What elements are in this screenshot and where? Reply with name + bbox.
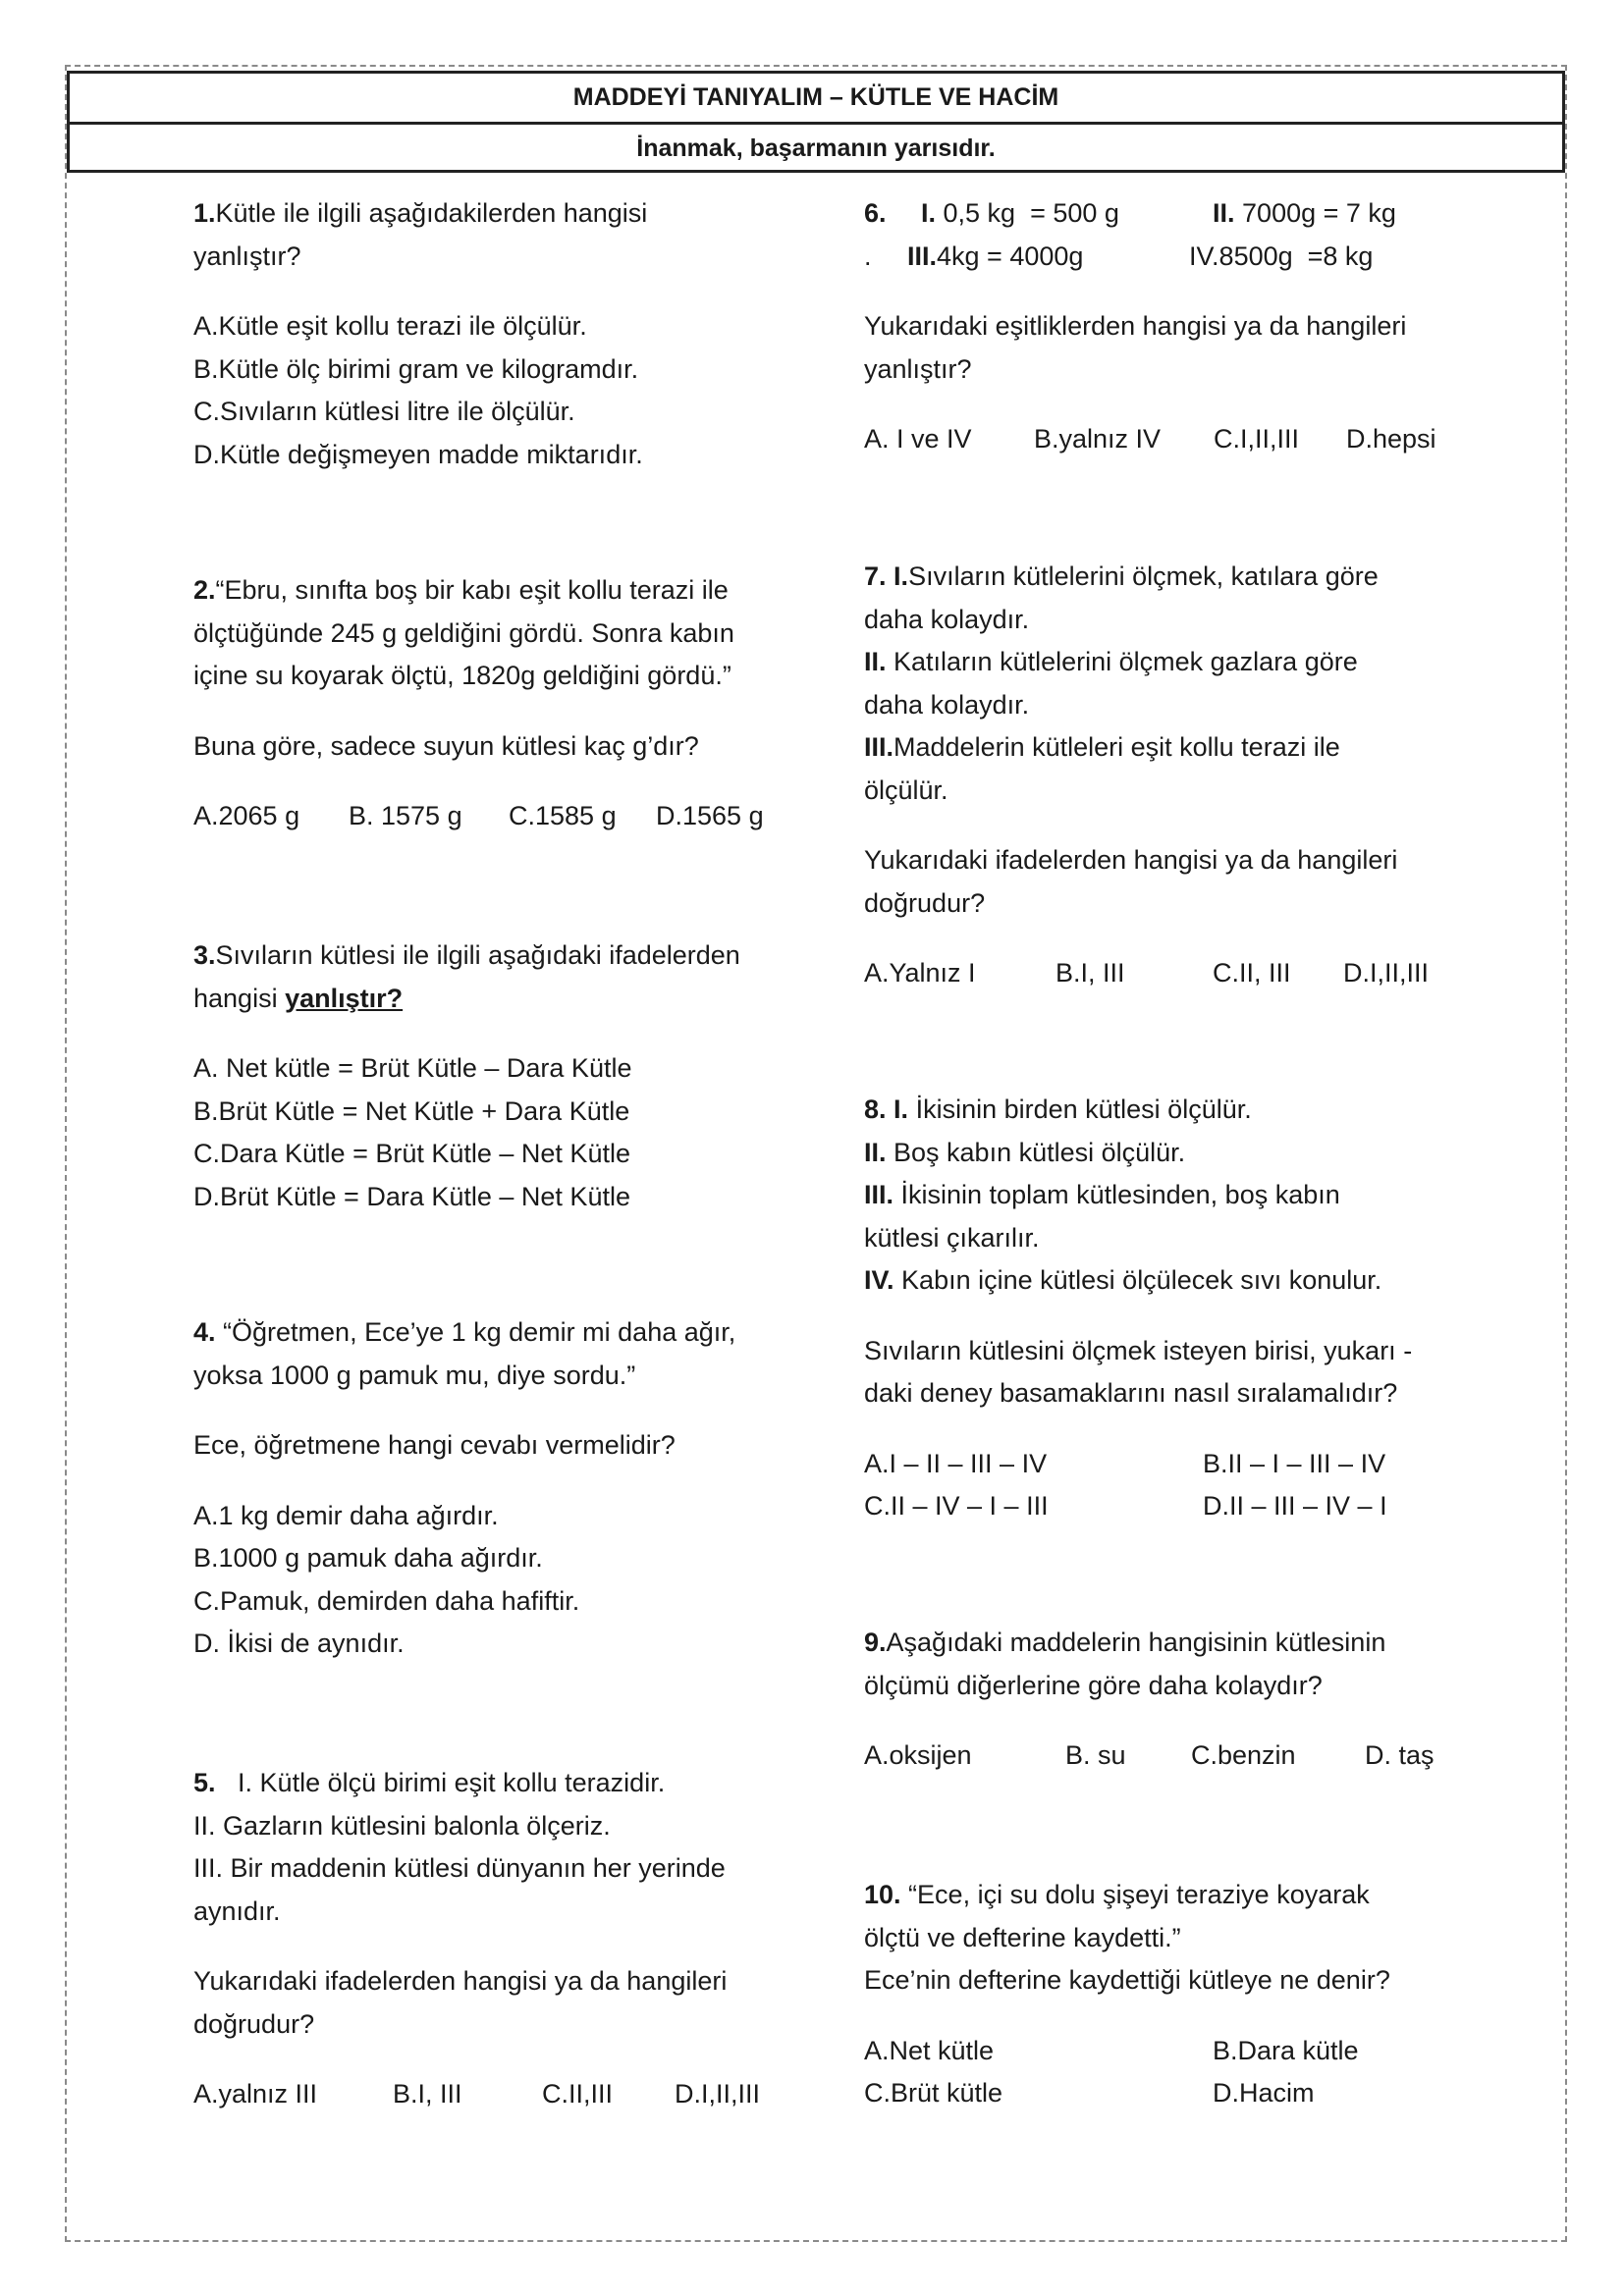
question-5 [193, 1762, 783, 2116]
statement-3: III. Bir maddenin kütlesi dünyanın her yerinde [193, 1853, 726, 1883]
question-number: 3. [193, 940, 216, 970]
question-prompt: doğrudur? [193, 2008, 315, 2039]
option-d[interactable]: D.hepsi [1346, 424, 1436, 454]
question-number: 5. [193, 1768, 216, 1797]
statement-label: I. [893, 1095, 909, 1124]
option-d[interactable]: D. İkisi de aynıdır. [193, 1629, 405, 1658]
question-2 [193, 569, 783, 838]
question-stem: ölçtüğünde 245 g geldiğini gördü. Sonra kabın [193, 617, 734, 648]
option-d[interactable]: D.Brüt Kütle = Dara Kütle – Net Kütle [193, 1181, 630, 1211]
option-a[interactable]: A.Net kütle [864, 2035, 995, 2065]
options-row [864, 1735, 1453, 1778]
option-a[interactable]: A.oksijen [864, 1740, 972, 1770]
question-3 [193, 934, 783, 1218]
worksheet-title: MADDEYİ TANIYALIM – KÜTLE VE HACİM [70, 74, 1562, 125]
question-prompt: yanlıştır? [864, 353, 972, 384]
question-number: 6. [864, 198, 887, 228]
question-number: 4. [193, 1317, 216, 1347]
statement-1: 0,5 kg = 500 g [936, 198, 1119, 228]
question-number: 10. [864, 1880, 901, 1909]
option-b[interactable]: B.I, III [393, 2079, 462, 2109]
option-d[interactable]: D.I,II,III [1343, 958, 1430, 988]
option-c[interactable]: C.Brüt kütle [864, 2078, 1003, 2108]
statement-2: II. Gazların kütlesini balonla ölçeriz. [193, 1810, 611, 1841]
question-prompt: Yukarıdaki ifadelerden hangisi ya da hangileri [864, 845, 1398, 875]
option-b[interactable]: B.yalnız IV [1034, 424, 1162, 454]
question-stem: Sıvıların kütlesi ile ilgili aşağıdaki ifadelerden [215, 940, 740, 970]
statement-3: ölçülür. [864, 774, 948, 805]
options-grid [864, 2030, 1453, 2115]
statement-1: Sıvıların kütlelerini ölçmek, katılara göre [908, 561, 1379, 591]
option-d[interactable]: D.Kütle değişmeyen madde miktarıdır. [193, 439, 643, 469]
statement-label: IV. [864, 1265, 894, 1295]
dot: . [864, 240, 872, 271]
question-stem: Aşağıdaki maddelerin hangisinin kütlesinin [886, 1628, 1386, 1657]
question-prompt: Yukarıdaki ifadelerden hangisi ya da hangileri [193, 1966, 728, 1996]
option-d[interactable]: D.II – III – IV – I [1203, 1491, 1387, 1521]
question-stem: ölçümü diğerlerine göre daha kolaydır? [864, 1670, 1323, 1700]
question-stem: yoksa 1000 g pamuk mu, diye sordu.” [193, 1360, 636, 1390]
question-stem: “Öğretmen, Ece’ye 1 kg demir mi daha ağır, [215, 1317, 736, 1347]
question-prompt: Buna göre, sadece suyun kütlesi kaç g’dır? [193, 730, 699, 761]
question-prompt: doğrudur? [864, 887, 986, 918]
option-b[interactable]: B.I, III [1056, 958, 1125, 988]
statement-1: İkisinin birden kütlesi ölçülür. [908, 1095, 1252, 1124]
statement-2: Boş kabın kütlesi ölçülür. [886, 1137, 1186, 1167]
question-9 [864, 1622, 1453, 1778]
option-c[interactable]: C.II,III [542, 2079, 614, 2109]
options-row [193, 2073, 783, 2116]
option-b[interactable]: B.II – I – III – IV [1203, 1448, 1386, 1478]
statement-3: 4kg = 4000g [937, 240, 1084, 271]
option-c[interactable]: C.Pamuk, demirden daha hafiftir. [193, 1585, 580, 1616]
option-d[interactable]: D.1565 g [656, 801, 764, 830]
question-stem: yanlıştır? [193, 240, 301, 271]
option-a[interactable]: A.yalnız III [193, 2079, 318, 2109]
question-stem: ölçtü ve defterine kaydetti.” [864, 1922, 1181, 1952]
question-stem: “Ebru, sınıfta boş bir kabı eşit kollu terazi ile [215, 575, 729, 605]
question-number: 9. [864, 1628, 887, 1657]
option-d[interactable]: D.Hacim [1213, 2078, 1315, 2108]
statement-label: III. [907, 240, 938, 271]
statement-1: daha kolaydır. [864, 604, 1030, 634]
statement-label: I. [893, 561, 909, 591]
statement-2: 7000g = 7 kg [1234, 198, 1396, 228]
statement-3: İkisinin toplam kütlesinden, boş kabın [893, 1180, 1340, 1209]
option-c[interactable]: C.II – IV – I – III [864, 1491, 1049, 1521]
statement-1: I. Kütle ölçü birimi eşit kollu terazidir. [215, 1768, 666, 1797]
question-prompt: Yukarıdaki eşitliklerden hangisi ya da hangileri [864, 311, 1407, 341]
option-a[interactable]: A.Yalnız I [864, 958, 976, 988]
question-prompt: Sıvıların kütlesini ölçmek isteyen birisi, yukarı - [864, 1335, 1413, 1365]
question-stem: Kütle ile ilgili aşağıdakilerden hangisi [215, 198, 648, 228]
option-b[interactable]: B. 1575 g [349, 801, 462, 830]
option-b[interactable]: B.Dara kütle [1213, 2035, 1359, 2065]
statement-3: Maddelerin kütleleri eşit kollu terazi ile [893, 732, 1340, 762]
question-stem: içine su koyarak ölçtü, 1820g geldiğini gördü.” [193, 661, 731, 690]
statement-label: II. [864, 647, 887, 676]
option-c[interactable]: C.Dara Kütle = Brüt Kütle – Net Kütle [193, 1139, 630, 1168]
option-c[interactable]: C.I,II,III [1214, 424, 1300, 454]
statement-3: kütlesi çıkarılır. [864, 1222, 1040, 1253]
option-b[interactable]: B.Kütle ölç birimi gram ve kilogramdır. [193, 353, 639, 384]
options-grid [864, 1443, 1453, 1528]
options-row [193, 795, 783, 838]
question-prompt: Ece, öğretmene hangi cevabı vermelidir? [193, 1430, 676, 1460]
option-a[interactable]: A.2065 g [193, 801, 300, 830]
question-stem: hangisi [193, 983, 286, 1013]
statement-3: aynıdır. [193, 1896, 281, 1926]
option-a[interactable]: A. I ve IV [864, 424, 972, 454]
statement-label: III. [864, 732, 894, 762]
question-number: 7. [864, 561, 887, 591]
statement-label: III. [864, 1180, 894, 1209]
option-a[interactable]: A. Net kütle = Brüt Kütle – Dara Kütle [193, 1053, 632, 1083]
option-c[interactable]: C.benzin [1191, 1740, 1296, 1770]
question-number: 2. [193, 575, 216, 605]
question-prompt: Ece’nin defterine kaydettiği kütleye ne denir? [864, 1965, 1390, 1995]
statement-label: II. [1213, 198, 1235, 228]
worksheet-motto: İnanmak, başarmanın yarısıdır. [636, 134, 996, 162]
statement-2: Katıların kütlelerini ölçmek gazlara göre [886, 647, 1358, 676]
question-7 [864, 556, 1453, 995]
question-emphasis: yanlıştır? [285, 983, 404, 1013]
question-6 [864, 192, 1453, 461]
statement-4: Kabın içine kütlesi ölçülecek sıvı konulur. [893, 1265, 1382, 1295]
options-row [864, 418, 1453, 461]
option-a[interactable]: A.Kütle eşit kollu terazi ile ölçülür. [193, 311, 587, 341]
question-1 [193, 192, 783, 476]
option-b[interactable]: B. su [1065, 1740, 1126, 1770]
question-number: 1. [193, 198, 216, 228]
question-4 [193, 1311, 783, 1666]
option-a[interactable]: A.1 kg demir daha ağırdır. [193, 1500, 499, 1530]
question-number: 8. [864, 1095, 887, 1124]
question-stem: “Ece, içi su dolu şişeyi teraziye koyarak [900, 1880, 1370, 1909]
option-d[interactable]: D. taş [1365, 1740, 1435, 1770]
option-b[interactable]: B.Brüt Kütle = Net Kütle + Dara Kütle [193, 1095, 630, 1126]
option-a[interactable]: A.I – II – III – IV [864, 1448, 1048, 1478]
statement-label: I. [921, 198, 937, 228]
options-row [864, 952, 1453, 995]
question-10 [864, 1874, 1453, 2115]
option-c[interactable]: C.Sıvıların kütlesi litre ile ölçülür. [193, 397, 575, 426]
statement-4: IV.8500g =8 kg [1189, 240, 1374, 271]
option-d[interactable]: D.I,II,III [675, 2079, 761, 2109]
option-c[interactable]: C.1585 g [509, 801, 617, 830]
statement-label: II. [864, 1137, 887, 1167]
question-prompt: daki deney basamaklarını nasıl sıralamalıdır? [864, 1378, 1398, 1408]
worksheet-header [67, 71, 1565, 173]
statement-2: daha kolaydır. [864, 689, 1030, 720]
question-8 [864, 1089, 1453, 1528]
option-c[interactable]: C.II, III [1213, 958, 1291, 988]
option-b[interactable]: B.1000 g pamuk daha ağırdır. [193, 1543, 543, 1573]
